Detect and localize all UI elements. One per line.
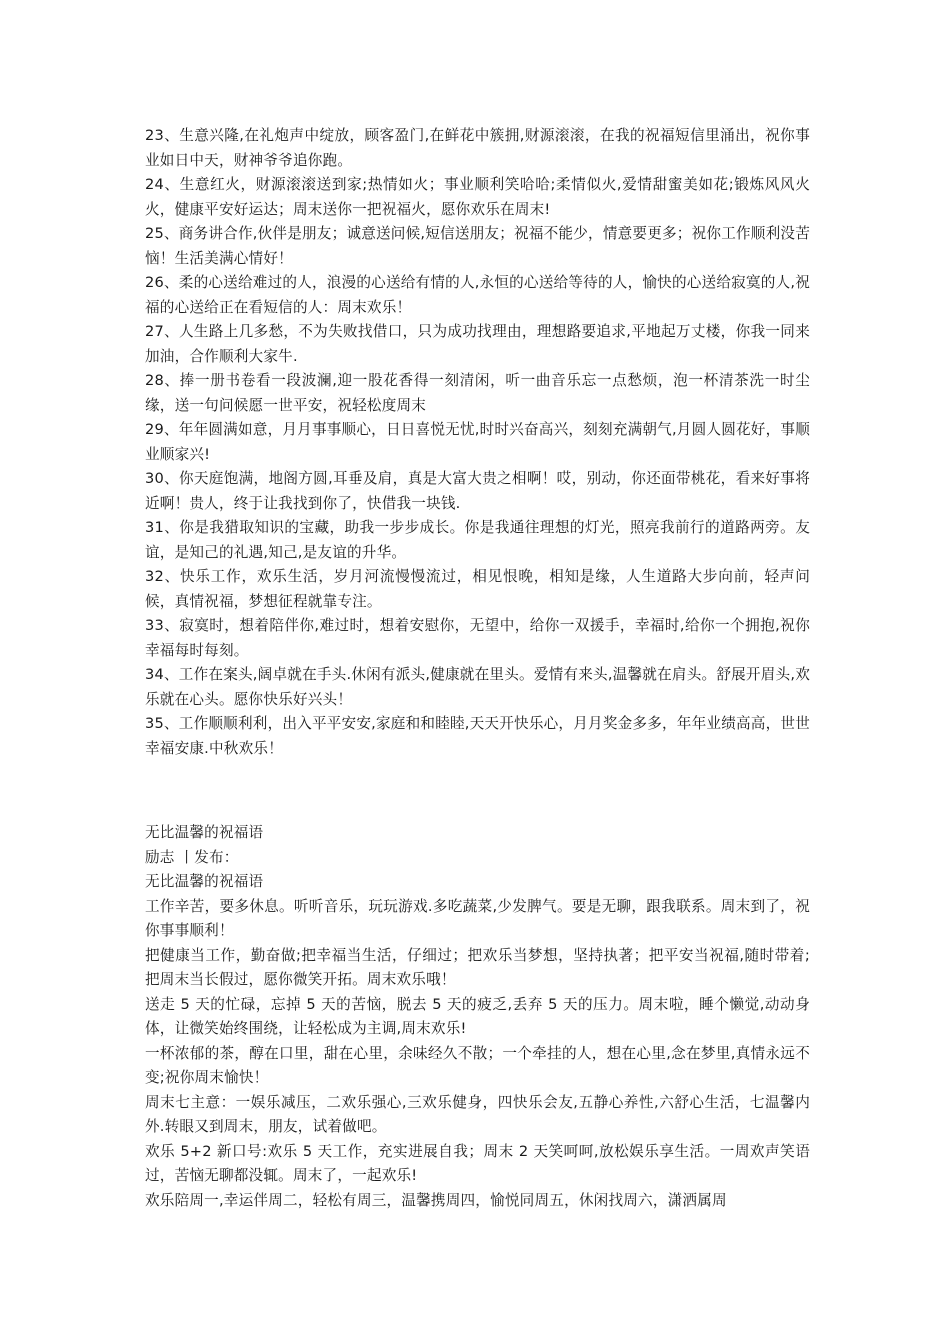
list-item: 33、寂寞时，想着陪伴你,难过时，想着安慰你，无望中，给你一双援手，幸福时,给你一个拥抱,祝你幸福每时每刻。	[145, 617, 810, 659]
list-item: 25、商务讲合作,伙伴是朋友；诚意送问候,短信送朋友；祝福不能少，情意要更多；祝你工作顺利没苦恼！生活美满心情好！	[145, 225, 810, 267]
section-meta: 励志 丨发布：	[145, 848, 239, 866]
blessing-paragraph: 送走 5 天的忙碌，忘掉 5 天的苦恼，脱去 5 天的疲乏,丢弃 5 天的压力。周末啦，睡个懒觉,动动身体，让微笑始终围绕，让轻松成为主调,周末欢乐!	[145, 995, 810, 1037]
list-item: 29、年年圆满如意，月月事事顺心，日日喜悦无忧,时时兴奋高兴，刻刻充满朝气,月圆人圆花好，事顺业顺家兴!	[145, 421, 810, 463]
numbered-list	[145, 124, 810, 761]
list-item: 30、你天庭饱满，地阁方圆,耳垂及肩，真是大富大贵之相啊！哎，别动，你还面带桃花，看来好事将近啊！贵人，终于让我找到你了，快借我一块钱.	[145, 470, 810, 512]
list-item: 26、柔的心送给难过的人，浪漫的心送给有情的人,永恒的心送给等待的人，愉快的心送给寂寞的人,祝福的心送给正在看短信的人：周末欢乐！	[145, 274, 810, 316]
section-title: 无比温馨的祝福语	[145, 824, 264, 841]
blessing-paragraph: 周末七主意：一娱乐减压，二欢乐强心,三欢乐健身，四快乐会友,五静心养性,六舒心生活，七温馨内外.转眼又到周末，朋友，试着做吧。	[145, 1093, 810, 1135]
list-item: 35、工作顺顺利利，出入平平安安,家庭和和睦睦,天天开快乐心，月月奖金多多，年年业绩高高，世世幸福安康.中秋欢乐！	[145, 715, 810, 757]
list-item: 31、你是我猎取知识的宝藏，助我一步步成长。你是我通往理想的灯光，照亮我前行的道路两旁。友谊，是知己的礼遇,知己,是友谊的升华。	[145, 519, 810, 561]
section-subtitle: 无比温馨的祝福语	[145, 873, 264, 890]
blessing-paragraph: 一杯浓郁的茶，醇在口里，甜在心里，余味经久不散；一个牵挂的人，想在心里,念在梦里,真情永远不变;祝你周末愉快！	[145, 1044, 810, 1086]
blessing-paragraph: 工作辛苦，要多休息。听听音乐，玩玩游戏.多吃蔬菜,少发脾气。要是无聊，跟我联系。周末到了，祝你事事顺利！	[145, 897, 810, 939]
section-spacer	[145, 761, 810, 821]
blessing-paragraph: 欢乐 5+2 新口号:欢乐 5 天工作，充实进展自我；周末 2 天笑呵呵,放松娱乐享生活。一周欢声笑语过，苦恼无聊都没辄。周末了，一起欢乐!	[145, 1142, 810, 1184]
blessing-paragraph: 把健康当工作，勤奋做;把幸福当生活，仔细过；把欢乐当梦想，坚持执著；把平安当祝福,随时带着;把周末当长假过，愿你微笑开拓。周末欢乐哦！	[145, 946, 810, 988]
list-item: 27、人生路上几多愁，不为失败找借口，只为成功找理由，理想路要追求,平地起万丈楼，你我一同来加油，合作顺利大家牛.	[145, 323, 810, 365]
blessing-section	[145, 821, 810, 1213]
list-item: 24、生意红火，财源滚滚送到家;热情如火；事业顺利笑哈哈;柔情似火,爱情甜蜜美如花;锻炼风风火火，健康平安好运达；周末送你一把祝福火，愿你欢乐在周末!	[145, 176, 810, 218]
list-item: 32、快乐工作，欢乐生活，岁月河流慢慢流过，相见恨晚，相知是缘，人生道路大步向前，轻声问候，真情祝福，梦想征程就靠专注。	[145, 568, 810, 610]
blessing-paragraph: 欢乐陪周一,幸运伴周二，轻松有周三，温馨携周四，愉悦同周五，休闲找周六，潇洒属周	[145, 1191, 727, 1209]
list-item: 34、工作在案头,阔卓就在手头.休闲有派头,健康就在里头。爱情有来头,温馨就在肩头。舒展开眉头,欢乐就在心头。愿你快乐好兴头！	[145, 666, 810, 708]
list-item: 28、捧一册书卷看一段波澜,迎一股花香得一刻清闲，听一曲音乐忘一点愁烦，泡一杯清茶洗一时尘缘，送一句问候愿一世平安，祝轻松度周末	[145, 372, 810, 414]
list-item: 23、生意兴隆,在礼炮声中绽放，顾客盈门,在鲜花中簇拥,财源滚滚，在我的祝福短信里涌出，祝你事业如日中天，财神爷爷追你跑。	[145, 127, 810, 169]
